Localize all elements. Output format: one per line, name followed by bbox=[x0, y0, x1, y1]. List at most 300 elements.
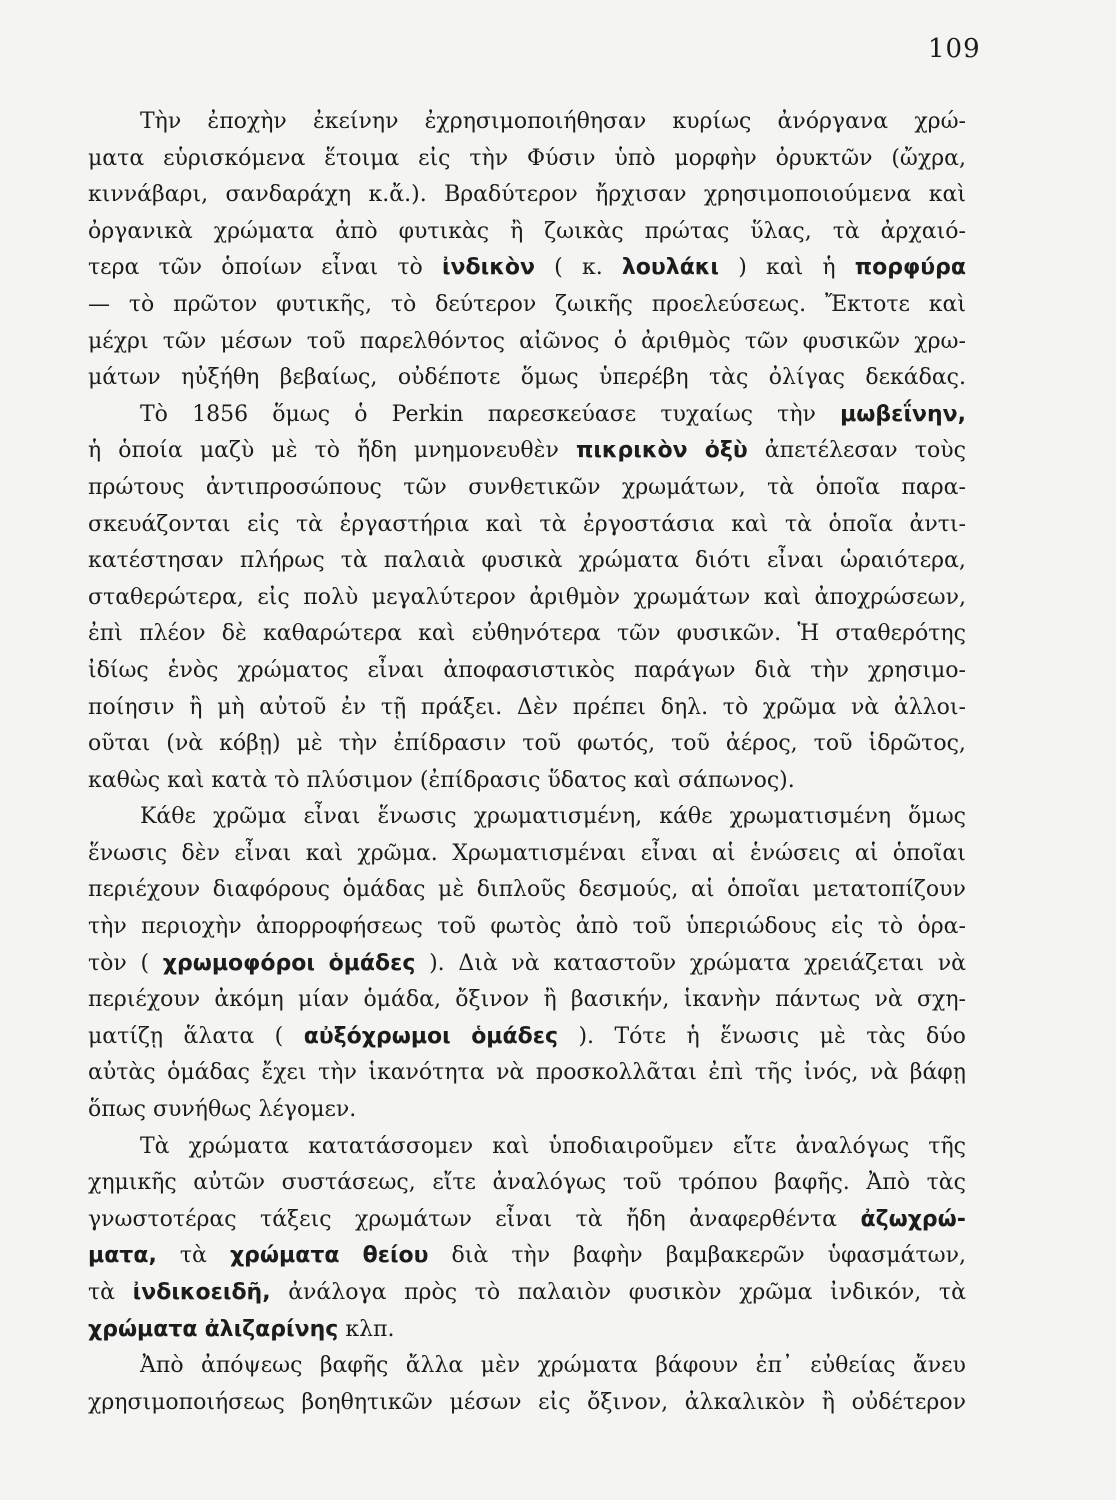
word: ὡραιότερα, bbox=[839, 548, 966, 574]
word: ἐν bbox=[340, 694, 367, 720]
word: ἐπίδρασιν bbox=[393, 731, 507, 757]
word: ἀποφασιστικὸς bbox=[443, 657, 615, 683]
word: Ἡ bbox=[797, 621, 820, 647]
bold-term: χρωμοφόροι bbox=[162, 950, 315, 976]
word: φυτικῆς, bbox=[276, 291, 372, 317]
word: καθὼς bbox=[88, 767, 161, 793]
word: μὲ bbox=[296, 731, 323, 757]
word: νὰ bbox=[937, 950, 966, 976]
word: τὸ bbox=[314, 438, 341, 464]
word: τὴν bbox=[777, 401, 816, 427]
word: κ. bbox=[581, 255, 603, 281]
word: ἅλατα bbox=[183, 1023, 255, 1049]
word: εἰς bbox=[247, 511, 280, 537]
word: νὰ bbox=[496, 1060, 525, 1086]
word: βαφῆς bbox=[319, 1353, 389, 1379]
word: εἶναι bbox=[234, 840, 292, 866]
word: πρὸς bbox=[404, 1280, 458, 1305]
word: ἡ bbox=[686, 1023, 700, 1049]
word: φυτικὰς bbox=[398, 218, 490, 244]
word: ἐργοστάσια bbox=[582, 511, 715, 537]
word: τῶν bbox=[158, 255, 203, 281]
word: ἢ bbox=[821, 1389, 835, 1415]
word: καὶ bbox=[928, 182, 966, 208]
word: ἰνός, bbox=[803, 1060, 859, 1086]
word: ἕνωσις bbox=[720, 1023, 800, 1049]
bold-term: θείου bbox=[362, 1243, 429, 1269]
word: τὸ bbox=[274, 767, 300, 793]
word: μετατοπίζουν bbox=[812, 877, 966, 903]
word: ἐποχὴν bbox=[207, 109, 287, 134]
word: σταθερώτερα, bbox=[88, 584, 244, 610]
word: ἀνάλογα bbox=[288, 1280, 387, 1305]
word: ἀπορροφήσεως bbox=[255, 914, 423, 940]
word: μορφὴν bbox=[674, 145, 757, 171]
word: Διὰ bbox=[458, 950, 498, 976]
word: ἀπὸ bbox=[335, 218, 378, 244]
text-line bbox=[88, 909, 966, 946]
word: οὐδέποτε bbox=[397, 365, 501, 391]
word: τὸ bbox=[128, 291, 155, 317]
word: τὰς bbox=[708, 365, 749, 391]
text-line bbox=[88, 946, 966, 983]
word: φυσικὰ bbox=[481, 548, 563, 574]
word: τῇ bbox=[380, 694, 407, 720]
word: ἀριθμὸς bbox=[641, 328, 731, 354]
word: παράγων bbox=[633, 657, 736, 683]
word: ἑνώσεις bbox=[749, 840, 841, 866]
word: χρησιμο- bbox=[867, 657, 966, 683]
word: ματίζῃ bbox=[88, 1023, 164, 1049]
word: ). bbox=[578, 1023, 595, 1049]
bold-term: ἰνδικὸν bbox=[441, 255, 535, 281]
word: καὶ bbox=[731, 511, 769, 537]
word: τὴν bbox=[810, 657, 849, 683]
bold-term: πορφύρα bbox=[854, 255, 966, 281]
bold-term: χρώματα bbox=[229, 1243, 340, 1269]
word: καθαρώτερα bbox=[262, 621, 402, 647]
word: Τότε bbox=[614, 1023, 666, 1049]
bold-term: ὁμάδες bbox=[328, 950, 416, 976]
word: τοῦ bbox=[632, 914, 672, 940]
text-line bbox=[88, 1385, 966, 1422]
text-line bbox=[88, 1092, 966, 1129]
word: πρῶτον bbox=[173, 291, 258, 317]
word: φυσικῶν. bbox=[676, 621, 782, 647]
word: ποίησιν bbox=[88, 694, 175, 720]
word: 1856 bbox=[192, 401, 249, 427]
bold-term: ἀλιζαρίνης bbox=[204, 1316, 339, 1342]
word: ( bbox=[274, 1023, 284, 1049]
word: πλήρως bbox=[239, 548, 325, 574]
word: τὰ bbox=[575, 1206, 603, 1232]
word: τοῦ bbox=[671, 731, 710, 757]
word: τοῦ bbox=[437, 914, 476, 940]
word: ἰδίως bbox=[88, 657, 149, 683]
word: τὰ bbox=[767, 474, 795, 500]
word: αὐτὰς bbox=[88, 1060, 156, 1086]
bold-term: ματα, bbox=[88, 1243, 157, 1269]
word: προσκολλᾶται bbox=[535, 1060, 697, 1086]
bold-term: μωβεΐνην, bbox=[840, 401, 966, 427]
word: τῶν bbox=[162, 328, 207, 354]
word: βαφὴν bbox=[573, 1243, 643, 1269]
word: ὀρυκτῶν bbox=[775, 145, 873, 171]
word: τερα bbox=[88, 255, 140, 281]
word: ὁποῖαι bbox=[892, 840, 966, 866]
word: ἀπὸ bbox=[575, 914, 619, 940]
word: αἱ bbox=[691, 877, 715, 903]
word: πρέπει bbox=[572, 694, 647, 720]
word: ὑπὸ bbox=[614, 145, 656, 171]
page-number: 109 bbox=[928, 34, 981, 64]
word: εἶναι bbox=[367, 657, 425, 683]
word: τὰ bbox=[88, 1280, 116, 1305]
bold-term: ἀζωχρώ- bbox=[860, 1206, 966, 1232]
word: κ.ἄ.). bbox=[368, 182, 427, 208]
word: χρωμάτων bbox=[354, 1206, 472, 1232]
word: ἱκανότητα bbox=[368, 1060, 485, 1086]
word: χρωμάτων bbox=[633, 584, 751, 610]
word: ἤρχισαν bbox=[595, 182, 687, 208]
word: Τὸ bbox=[140, 401, 168, 427]
word: Χρωματισμέναι bbox=[452, 840, 627, 866]
word: ἤδη bbox=[626, 1206, 666, 1232]
bold-term: ἰνδικοειδῆ, bbox=[132, 1280, 271, 1305]
word: ἀπόψεως bbox=[200, 1353, 303, 1379]
word: παρα- bbox=[901, 474, 966, 500]
word: ὀλίγας bbox=[768, 365, 845, 391]
word: μὲ bbox=[438, 877, 465, 903]
word: καὶ bbox=[763, 584, 802, 610]
word: μέχρι bbox=[88, 328, 149, 354]
word: ζωικὰς bbox=[544, 218, 624, 244]
word: ἡ bbox=[822, 255, 836, 281]
word: φωτὸς bbox=[490, 914, 562, 940]
text-line bbox=[88, 580, 966, 617]
word: ἀριθμὸν bbox=[529, 584, 620, 610]
bold-term: ὁμάδες bbox=[471, 1023, 559, 1049]
word: δεύτερον bbox=[435, 291, 537, 317]
word: βασικήν, bbox=[570, 987, 670, 1013]
word: εἶναι bbox=[321, 255, 379, 281]
word: χρειάζεται bbox=[803, 950, 925, 976]
word: βαφῆς. bbox=[774, 1170, 850, 1196]
word: ἄλλα bbox=[405, 1353, 464, 1379]
text-line bbox=[88, 104, 966, 141]
word: Δὲν bbox=[516, 694, 559, 720]
word: Βραδύτερον bbox=[444, 182, 578, 208]
word: Ἀπὸ bbox=[866, 1170, 910, 1196]
word: κατέστησαν bbox=[88, 548, 224, 574]
text-line bbox=[88, 1275, 966, 1312]
word: παρεσκεύασε bbox=[487, 401, 637, 427]
word: τὰς bbox=[926, 1170, 966, 1196]
word: Perkin bbox=[391, 401, 464, 427]
word: ἕτοιμα bbox=[324, 145, 400, 171]
word: χρώματα bbox=[213, 218, 315, 244]
word: ὕδατος bbox=[547, 767, 627, 793]
word: εἶναι bbox=[303, 804, 361, 830]
word: βεβαίως, bbox=[279, 365, 378, 391]
text-line bbox=[88, 397, 966, 434]
word: καὶ bbox=[485, 511, 523, 537]
word: ἐπ᾿ bbox=[755, 1353, 793, 1379]
word: εὑρισκόμενα bbox=[163, 145, 306, 171]
word: ( bbox=[140, 950, 150, 976]
word: ἕνωσις bbox=[377, 804, 457, 830]
word: τὸ bbox=[877, 914, 904, 940]
word: ὄξινον bbox=[455, 987, 530, 1013]
word: ἢ bbox=[543, 987, 557, 1013]
word: τοῦ bbox=[522, 731, 562, 757]
word: ἤδη bbox=[357, 438, 397, 464]
word: ἀπετέλεσαν bbox=[764, 438, 898, 464]
word: κυρίως bbox=[672, 109, 752, 134]
word: τοῦ bbox=[622, 1170, 662, 1196]
word: φυσικῶν bbox=[802, 328, 901, 354]
word: ὁμάδας bbox=[342, 877, 426, 903]
word: δὲν bbox=[181, 840, 220, 866]
word: (ὤχρα, bbox=[891, 145, 966, 171]
word: βάφῃ bbox=[909, 1060, 966, 1086]
word: αἱ bbox=[712, 840, 736, 866]
word: ἀποχρώσεων, bbox=[814, 584, 966, 610]
word: τὴν bbox=[318, 1060, 357, 1086]
word: σταθερότης bbox=[835, 621, 966, 647]
word: τὴν bbox=[338, 731, 378, 757]
word: — bbox=[88, 291, 110, 317]
word: κατατάσσομεν bbox=[308, 1133, 474, 1159]
word: δύο bbox=[926, 1023, 966, 1049]
text-line bbox=[88, 287, 966, 324]
word: τὸ bbox=[390, 291, 417, 317]
word: τὰ bbox=[539, 511, 567, 537]
word: σκευάζονται bbox=[88, 511, 231, 537]
word: ὅμως bbox=[272, 401, 331, 427]
text-line bbox=[88, 1055, 966, 1092]
word: τὰς bbox=[866, 1023, 906, 1049]
word: ἀρχαιό- bbox=[880, 218, 966, 244]
word: παλαιὸν bbox=[517, 1280, 612, 1305]
text-line bbox=[88, 1129, 966, 1166]
word: δηλ. bbox=[660, 694, 709, 720]
word: μάτων bbox=[88, 365, 161, 391]
word: ὁμάδας bbox=[167, 1060, 250, 1086]
word: χρωματισμένη, bbox=[473, 804, 643, 830]
word: τῆς bbox=[754, 1060, 793, 1086]
word: ἱδρῶτος, bbox=[868, 731, 966, 757]
text-line bbox=[88, 214, 966, 251]
word: καὶ bbox=[305, 840, 343, 866]
word: μεγαλύτερον bbox=[371, 584, 516, 610]
word: ὁρα- bbox=[917, 914, 966, 940]
word: κόβῃ) bbox=[219, 731, 281, 757]
word: χρώ- bbox=[914, 109, 966, 134]
word: χρῶμα bbox=[739, 1280, 813, 1305]
word: τὰ bbox=[179, 1243, 207, 1269]
text-line bbox=[88, 616, 966, 653]
word: παλαιὰ bbox=[383, 548, 466, 574]
word: χρω- bbox=[914, 328, 966, 354]
word: προελεύσεως. bbox=[651, 291, 807, 317]
word: ἑνὸς bbox=[167, 657, 219, 683]
word: ὁμάδα, bbox=[363, 987, 441, 1013]
word: καὶ bbox=[167, 767, 205, 793]
word: ἐργαστήρια bbox=[339, 511, 470, 537]
word: τυχαίως bbox=[660, 401, 753, 427]
word: διὰ bbox=[451, 1243, 489, 1269]
word: ὑπερέβη bbox=[599, 365, 689, 391]
word: κιννάβαρι, bbox=[88, 182, 209, 208]
word: πλύσιμον bbox=[306, 767, 413, 793]
word: Κάθε bbox=[140, 804, 196, 830]
word: νὰ bbox=[850, 694, 880, 720]
word: φυσικὸν bbox=[628, 1280, 722, 1305]
word: ματα bbox=[88, 145, 145, 171]
word: εἰς bbox=[418, 145, 451, 171]
word: ἀλκαλικὸν bbox=[684, 1389, 806, 1415]
word: ηὐξήθη bbox=[181, 365, 260, 391]
word: πάντως bbox=[775, 987, 861, 1013]
bold-term: πικρικὸν bbox=[575, 438, 688, 464]
word: ὁ bbox=[354, 401, 368, 427]
word: ἐκείνην bbox=[312, 109, 399, 134]
text-line bbox=[88, 799, 966, 836]
text-line bbox=[88, 872, 966, 909]
word: τῶν bbox=[616, 621, 661, 647]
word: μὲν bbox=[480, 1353, 521, 1379]
word: πρώτους bbox=[88, 474, 185, 500]
text-line bbox=[88, 763, 966, 800]
word: καταστοῦν bbox=[553, 950, 677, 976]
word: ὑπεριώδους bbox=[685, 914, 817, 940]
word: διὰ bbox=[754, 657, 792, 683]
word: διότι bbox=[695, 548, 751, 574]
word: ὅπως bbox=[88, 1097, 146, 1123]
word: τὸ bbox=[397, 255, 423, 281]
word: σάπωνος). bbox=[677, 767, 795, 793]
word: τὰ bbox=[340, 548, 368, 574]
word: τὰ bbox=[784, 511, 812, 537]
text-line bbox=[88, 836, 966, 873]
word: πολὺ bbox=[303, 584, 359, 610]
word: βάφουν bbox=[655, 1353, 739, 1379]
text-line bbox=[88, 324, 966, 361]
body-text bbox=[88, 104, 966, 1421]
text-line bbox=[88, 177, 966, 214]
word: ὕλας, bbox=[750, 218, 812, 244]
word: παρελθόντος bbox=[359, 328, 505, 354]
bold-term: ὀξὺ bbox=[704, 438, 748, 464]
word: τὸν bbox=[88, 950, 127, 976]
word: ἐπὶ bbox=[88, 621, 123, 647]
word: μέσων bbox=[220, 328, 293, 354]
word: ἡ bbox=[88, 438, 102, 464]
word: βοηθητικῶν bbox=[301, 1389, 433, 1415]
word: χρώματος bbox=[237, 657, 349, 683]
word: ἀνόργανα bbox=[777, 109, 889, 134]
word: χρώματα bbox=[578, 548, 679, 574]
word: ὅμως bbox=[520, 365, 579, 391]
word: χρῶμα bbox=[213, 804, 287, 830]
word: αὐτῶν bbox=[193, 1170, 266, 1196]
word: ἰνδικόν, bbox=[830, 1280, 922, 1305]
word: δεκάδας. bbox=[865, 365, 966, 391]
word: ὑποδιαιροῦμεν bbox=[548, 1133, 714, 1159]
word: ἢ bbox=[510, 218, 524, 244]
word: αὐτοῦ bbox=[259, 694, 327, 720]
word: χρωματισμένη bbox=[729, 804, 892, 830]
word: Τὴν bbox=[140, 109, 182, 134]
word: Ἀπὸ bbox=[140, 1353, 184, 1379]
word: χρώματα bbox=[689, 950, 791, 976]
word: περιέχουν bbox=[88, 877, 201, 903]
word: χρωμάτων, bbox=[621, 474, 746, 500]
word: αἰῶνος bbox=[519, 328, 600, 354]
word: διαφόρους bbox=[212, 877, 330, 903]
word: ὄξινον, bbox=[587, 1389, 669, 1415]
text-line bbox=[88, 1348, 966, 1385]
word: τὸ bbox=[474, 1280, 501, 1305]
text-line bbox=[88, 543, 966, 580]
text-line bbox=[88, 433, 966, 470]
word: τῶν bbox=[403, 474, 447, 500]
word: εἰς bbox=[831, 914, 864, 940]
word: χρῶμα bbox=[762, 694, 837, 720]
bold-term: αὐξόχρωμοι bbox=[303, 1023, 451, 1049]
word: ὁποίων bbox=[221, 255, 303, 281]
word: πλέον bbox=[139, 621, 206, 647]
word: εὐθείας bbox=[810, 1353, 896, 1379]
word: ) bbox=[738, 255, 747, 281]
word: ὁ bbox=[613, 328, 627, 354]
word: χρησιμοποιήσεως bbox=[88, 1389, 285, 1415]
word: τὰ bbox=[296, 511, 324, 537]
word: (ἐπίδρασις bbox=[419, 767, 541, 793]
word: καὶ bbox=[492, 1133, 530, 1159]
text-line bbox=[88, 250, 966, 287]
word: ἀντι- bbox=[909, 511, 966, 537]
word: μίαν bbox=[298, 987, 350, 1013]
word: μὲ bbox=[271, 438, 298, 464]
word: καὶ bbox=[633, 767, 671, 793]
word: χρησιμοποιούμενα bbox=[703, 182, 912, 208]
text-line bbox=[88, 1202, 966, 1239]
word: τὰ bbox=[832, 218, 860, 244]
word: τὸ bbox=[722, 694, 749, 720]
word: χημικῆς bbox=[88, 1170, 177, 1196]
word: συνθετικῶν bbox=[468, 474, 601, 500]
word: ὁποῖα bbox=[828, 511, 893, 537]
text-line bbox=[88, 141, 966, 178]
word: (νὰ bbox=[166, 731, 204, 757]
word: ἕνωσις bbox=[88, 840, 168, 866]
text-line bbox=[88, 653, 966, 690]
word: ἄνευ bbox=[912, 1353, 966, 1379]
word: μὲ bbox=[819, 1023, 846, 1049]
word: ἱκανὴν bbox=[683, 987, 761, 1013]
word: εἶναι bbox=[640, 840, 698, 866]
word: γνωστοτέρας bbox=[88, 1206, 237, 1232]
word: ὁποῖα bbox=[815, 474, 880, 500]
word: συστάσεως, bbox=[281, 1170, 416, 1196]
text-line bbox=[88, 507, 966, 544]
word: δὲ bbox=[221, 621, 247, 647]
word: τοὺς bbox=[914, 438, 966, 464]
word: νὰ bbox=[869, 1060, 899, 1086]
word: τὰ bbox=[938, 1280, 966, 1305]
